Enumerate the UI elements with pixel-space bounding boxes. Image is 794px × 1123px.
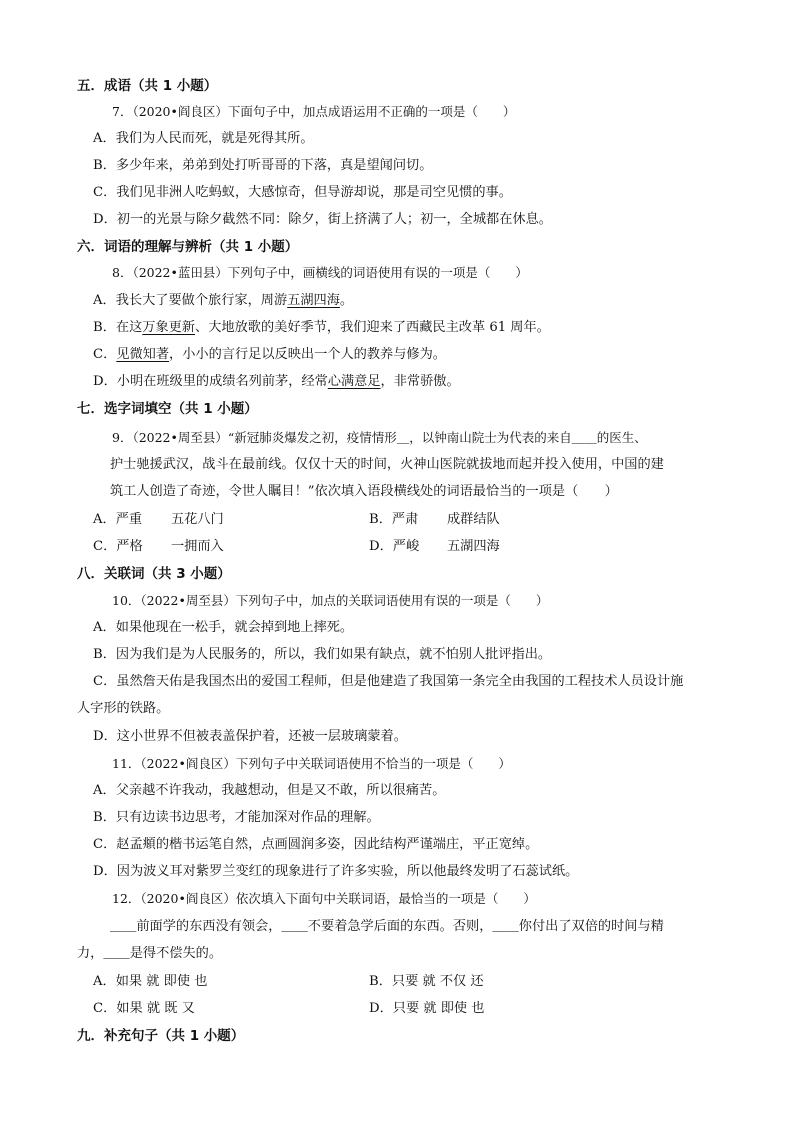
question-11-option-c: C．赵孟頫的楷书运笔自然，点画圆润多姿，因此结构严谨端庄，平正宽绰。	[93, 837, 539, 852]
question-10-option-a: A．如果他现在一松手，就会掉到地上摔死。	[93, 620, 354, 635]
option-text: ，非常骄傲。	[380, 374, 460, 389]
question-11-option-b: B．只有边读书边思考，才能加深对作品的理解。	[93, 810, 380, 825]
option-text: ，小小的言行足以反映出一个人的教养与修为。	[169, 347, 446, 362]
question-12-option-c: C．如果 就 既 又	[93, 1001, 195, 1016]
option-text: 五湖四海	[447, 539, 500, 554]
question-9-stem-line-3: 筑工人创造了奇迹，令世人瞩目！”依次填入语段横线处的词语最恰当的一项是（ ）	[110, 484, 618, 499]
question-8-option-d	[93, 372, 460, 392]
section-heading-fill-in-words: 七．选字词填空（共 1 小题）	[77, 401, 258, 417]
question-12-stem: 12．（2020•阎良区）依次填入下面句中关联词语，最恰当的一项是（ ）	[112, 891, 536, 906]
section-heading-idioms: 五．成语（共 1 小题）	[77, 78, 218, 94]
option-text: A．我长大了要做个旅行家，周游	[93, 293, 288, 308]
question-12-option-a: A．如果 就 即使 也	[93, 974, 208, 989]
question-7-option-a: A．我们为人民而死，就是死得其所。	[93, 131, 314, 146]
question-10-stem: 10．（2022•周至县）下列句子中，加点的关联词语使用有误的一项是（ ）	[112, 593, 549, 608]
underlined-word: 心满意足	[327, 374, 381, 389]
question-8-option-a	[93, 291, 353, 311]
question-9-option-b	[369, 510, 500, 530]
question-8-option-c	[93, 345, 446, 365]
option-text: B．在这	[93, 320, 143, 335]
section-heading-conjunctions: 八．关联词（共 3 小题）	[77, 566, 231, 582]
option-text: D．小明在班级里的成绩名列前茅，经常	[93, 374, 328, 389]
question-7-option-c: C．我们见非洲人吃蚂蚁，大感惊奇，但导游却说，那是司空见惯的事。	[93, 185, 512, 200]
option-text: 。	[339, 293, 354, 308]
question-7-stem: 7．（2020•阎良区）下面句子中，加点成语运用不正确的一项是（ ）	[112, 104, 516, 119]
question-10-option-c-line-2: 人字形的铁路。	[77, 701, 170, 716]
question-10-option-b: B．因为我们是为人民服务的，所以，我们如果有缺点，就不怕别人批评指出。	[93, 647, 552, 662]
option-text: 五花八门	[171, 512, 224, 527]
section-heading-complete-sentences: 九．补充句子（共 1 小题）	[77, 1028, 245, 1044]
question-9-stem-line-2: 护士驰援武汉，战斗在最前线。仅仅十天的时间，火神山医院就拔地而起并投入使用，中国的建	[110, 457, 664, 472]
question-9-option-a	[93, 510, 224, 530]
question-8-stem: 8．（2022•蓝田县）下列句子中，画横线的词语使用有误的一项是（ ）	[112, 265, 528, 280]
question-7-option-d: D．初一的光景与除夕截然不同：除夕，街上挤满了人；初一，全城都在休息。	[93, 212, 552, 227]
option-label: B．严肃	[369, 512, 419, 527]
underlined-word: 见微知著	[116, 347, 170, 362]
option-label: C．严格	[93, 539, 143, 554]
question-11-stem: 11．（2022•阎良区）下列句子中关联词语使用不恰当的一项是（ ）	[112, 756, 511, 771]
option-text: 成群结队	[447, 512, 500, 527]
option-label: D．严峻	[369, 539, 420, 554]
option-text: C．	[93, 347, 117, 362]
question-12-option-b: B．只要 就 不仅 还	[369, 974, 484, 989]
question-12-text-line-2: 力，＿＿是得不偿失的。	[77, 946, 223, 961]
option-text: 、大地放歌的美好季节，我们迎来了西藏民主改革 61 周年。	[195, 320, 550, 335]
question-9-option-d	[369, 537, 500, 557]
option-label: A．严重	[93, 512, 143, 527]
option-text: 一拥而入	[171, 539, 224, 554]
question-7-option-b: B．多少年来，弟弟到处打听哥哥的下落，真是望闻问切。	[93, 158, 433, 173]
section-heading-word-usage: 六．词语的理解与辨析（共 1 小题）	[77, 239, 299, 255]
question-10-option-c-line-1: C．虽然詹天佑是我国杰出的爱国工程师，但是他建造了我国第一条完全由我国的工程技术人员设计施	[93, 674, 684, 689]
underlined-word: 万象更新	[142, 320, 196, 335]
question-12-text-line-1: ＿＿前面学的东西没有领会，＿＿不要着急学后面的东西。否则，＿＿你付出了双倍的时间与精	[110, 919, 664, 934]
question-9-stem-line-1: 9．（2022•周至县）“新冠肺炎爆发之初，疫情情形＿，以钟南山院士为代表的来自＿＿的医生、	[112, 430, 647, 445]
question-9-option-c	[93, 537, 224, 557]
question-11-option-a: A．父亲越不许我动，我越想动，但是又不敢，所以很痛苦。	[93, 783, 446, 798]
question-10-option-d: D．这小世界不但被表盖保护着，还被一层玻璃蒙着。	[93, 729, 407, 744]
question-11-option-d: D．因为波义耳对紫罗兰变红的现象进行了许多实验，所以他最终发明了石蕊试纸。	[93, 864, 579, 879]
question-8-option-b	[93, 318, 550, 338]
underlined-word: 五湖四海	[287, 293, 340, 308]
question-12-option-d: D．只要 就 即使 也	[369, 1001, 485, 1016]
